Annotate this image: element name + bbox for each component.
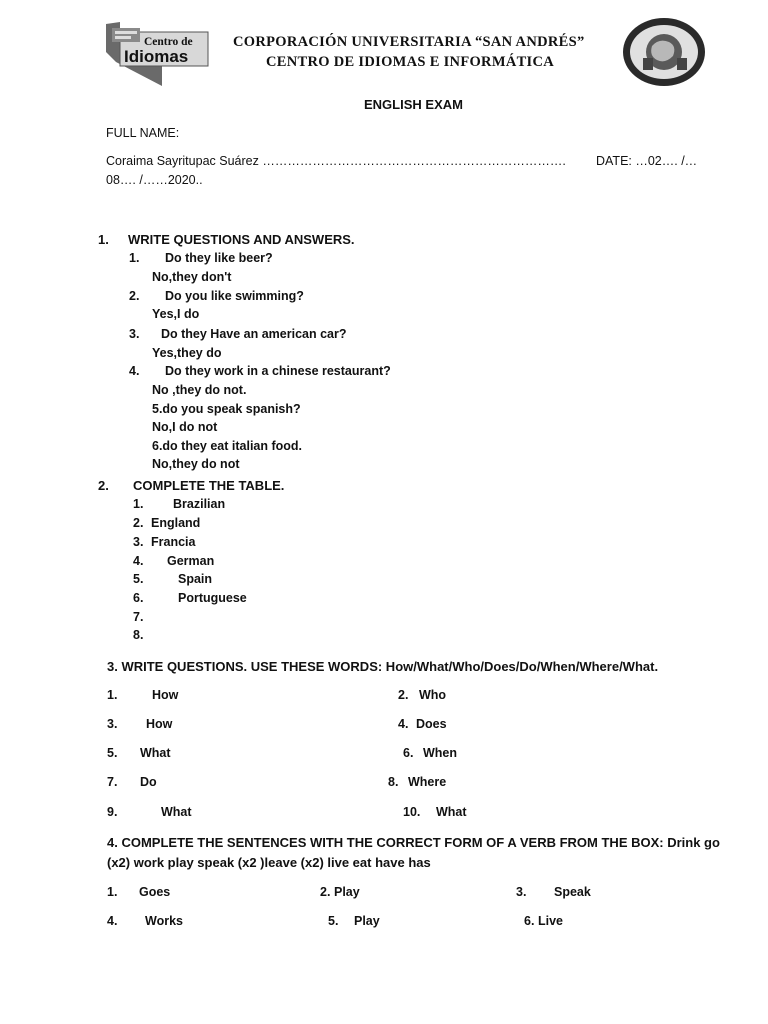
logo-text-line2: Idiomas	[124, 47, 189, 66]
s3-item-9: What	[161, 805, 192, 819]
s3-item-10: What	[436, 805, 467, 819]
s3-num-10: 10.	[403, 805, 421, 819]
s2-item-2: England	[151, 516, 201, 530]
s2-num-1: 1.	[133, 497, 144, 511]
s3-item-8: Where	[408, 775, 447, 789]
s3-item-1: How	[152, 688, 179, 702]
s3-item-5: What	[140, 746, 171, 760]
s3-item-3: How	[146, 717, 173, 731]
s3-num-1: 1.	[107, 688, 118, 702]
university-seal-icon	[621, 16, 707, 88]
s2-num-2: 2.	[133, 516, 144, 530]
logo-text-line1: Centro de	[144, 36, 193, 48]
s1-line-12: No,they do not	[152, 457, 240, 471]
section1-number: 1.	[98, 232, 109, 247]
s3-item-7: Do	[140, 775, 157, 789]
full-name-label: FULL NAME:	[106, 126, 180, 140]
s2-num-7: 7.	[133, 610, 144, 624]
s1-line-11: 6.do they eat italian food.	[152, 439, 303, 453]
s1-line-2: No,they don't	[152, 270, 232, 284]
s4-num-4: 4.	[107, 914, 118, 928]
s4-item-3: Speak	[554, 885, 591, 899]
section2-number: 2.	[98, 478, 109, 493]
s1-line-4: Yes,I do	[152, 307, 200, 321]
s4-item-1: Goes	[139, 885, 171, 899]
s1-num-2: 2.	[129, 289, 140, 303]
s4-item-4: Works	[145, 914, 183, 928]
s4-num-6: 6.	[524, 914, 535, 928]
s2-item-1: Brazilian	[173, 497, 226, 511]
s2-num-5: 5.	[133, 572, 144, 586]
s3-num-6: 6.	[403, 746, 414, 760]
s2-item-6: Portuguese	[178, 591, 247, 605]
date-label: DATE: …02…. /…	[596, 154, 698, 168]
full-name-value: Coraima Sayritupac Suárez ……………………………………………………………….	[106, 154, 566, 168]
s2-num-6: 6.	[133, 591, 144, 605]
s4-num-1: 1.	[107, 885, 118, 899]
s4-num-2: 2.	[320, 885, 331, 899]
s2-num-4: 4.	[133, 554, 144, 568]
s3-num-7: 7.	[107, 775, 118, 789]
s1-line-10: No,I do not	[152, 420, 218, 434]
s3-num-9: 9.	[107, 805, 118, 819]
s2-item-4: German	[167, 554, 215, 568]
s1-num-4: 4.	[129, 364, 140, 378]
s3-num-2: 2.	[398, 688, 409, 702]
s1-line-3: Do you like swimming?	[165, 289, 304, 303]
section1-heading: WRITE QUESTIONS AND ANSWERS.	[128, 232, 355, 247]
s1-line-7: Do they work in a chinese restaurant?	[165, 364, 391, 378]
exam-title: ENGLISH EXAM	[364, 97, 463, 112]
s4-item-2: Play	[334, 885, 360, 899]
date-continuation: 08…. /……2020..	[106, 173, 203, 187]
department-name: CENTRO DE IDIOMAS E INFORMÁTICA	[266, 54, 555, 70]
s4-num-5: 5.	[328, 914, 339, 928]
s3-item-4: Does	[416, 717, 447, 731]
s1-line-9: 5.do you speak spanish?	[152, 402, 301, 416]
section3-heading: 3. WRITE QUESTIONS. USE THESE WORDS: How/What/Who/Does/Do/When/Where/What.	[107, 659, 659, 674]
s1-line-1: Do they like beer?	[165, 251, 273, 265]
s3-num-3: 3.	[107, 717, 118, 731]
s4-num-3: 3.	[516, 885, 527, 899]
s1-line-5: Do they Have an american car?	[161, 327, 347, 341]
section4-heading-line2: (x2) work play speak (x2 )leave (x2) live eat have has	[107, 855, 431, 870]
s2-item-3: Francia	[151, 535, 196, 549]
s3-num-5: 5.	[107, 746, 118, 760]
s1-num-3: 3.	[129, 327, 140, 341]
s2-num-8: 8.	[133, 628, 144, 642]
s1-line-8: No ,they do not.	[152, 383, 247, 397]
s1-line-6: Yes,they do	[152, 346, 222, 360]
s3-num-8: 8.	[388, 775, 399, 789]
institution-name: CORPORACIÓN UNIVERSITARIA “SAN ANDRÉS”	[233, 34, 585, 50]
section4-heading-line1: 4. COMPLETE THE SENTENCES WITH THE CORRECT FORM OF A VERB FROM THE BOX: Drink go	[107, 835, 720, 850]
s2-num-3: 3.	[133, 535, 144, 549]
section2-heading: COMPLETE THE TABLE.	[133, 478, 285, 493]
s3-num-4: 4.	[398, 717, 409, 731]
s3-item-6: When	[423, 746, 458, 760]
s3-item-2: Who	[419, 688, 447, 702]
s1-num-1: 1.	[129, 251, 140, 265]
s4-item-6: Live	[538, 914, 564, 928]
s2-item-5: Spain	[178, 572, 213, 586]
s4-item-5: Play	[354, 914, 380, 928]
